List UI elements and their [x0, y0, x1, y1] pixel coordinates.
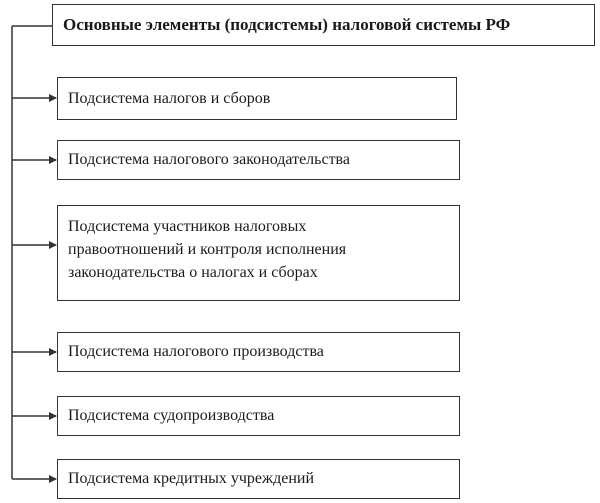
subsystem-tax-proceedings: [57, 332, 460, 372]
subsystem-label-multiline: [68, 215, 346, 285]
subsystem-label: Подсистема судопроизводства: [68, 407, 275, 425]
subsystem-credit-institutions: [57, 459, 460, 499]
subsystem-participants-and-control: [57, 205, 460, 301]
subsystem-label: Подсистема налогов и сборов: [68, 89, 271, 107]
subsystem-label: Подсистема кредитных учреждений: [68, 470, 315, 488]
subsystem-label: Подсистема налогового законодательства: [68, 151, 350, 169]
subsystem-judicial-proceedings: [57, 396, 460, 436]
subsystem-label: Подсистема налогового производства: [68, 343, 324, 361]
diagram-title-box: [52, 4, 595, 46]
diagram-title: Основные элементы (подсистемы) налоговой системы РФ: [63, 14, 511, 34]
subsystem-label-line: правоотношений и контроля исполнения: [68, 241, 347, 259]
subsystem-tax-legislation: [57, 140, 460, 180]
subsystem-label-line: законодательства о налогах и сборах: [68, 264, 318, 282]
subsystem-taxes-and-fees: [57, 77, 457, 120]
subsystem-label-line: Подсистема участников налоговых: [68, 218, 307, 235]
